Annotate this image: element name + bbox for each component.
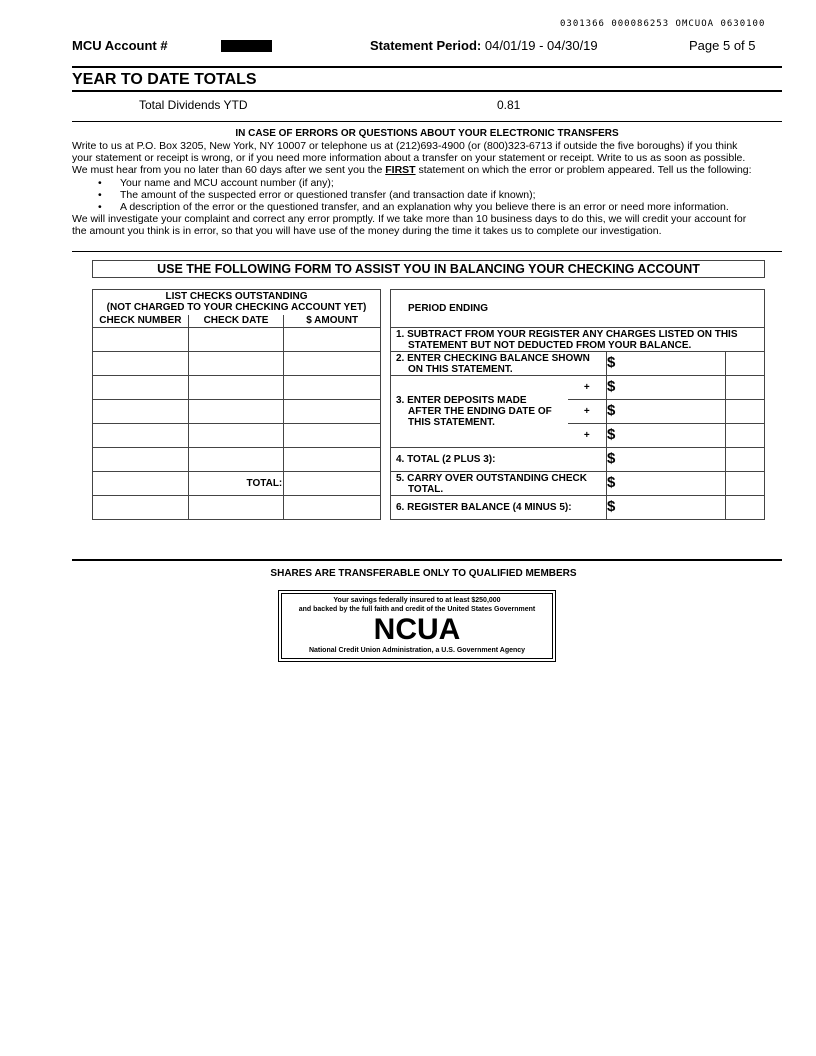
header-divider — [72, 66, 782, 68]
deposit-amount-2[interactable] — [607, 400, 726, 424]
shares-notice: SHARES ARE TRANSFERABLE ONLY TO QUALIFIED MEMBERS — [270, 568, 577, 579]
col-check-date: CHECK DATE — [188, 315, 284, 328]
check-date-cell[interactable] — [188, 400, 284, 424]
check-amount-cell[interactable] — [284, 448, 381, 472]
bullet-item-2 — [72, 189, 792, 201]
check-amount-cell[interactable] — [284, 424, 381, 448]
check-date-cell[interactable] — [188, 376, 284, 400]
check-date-cell[interactable] — [188, 328, 284, 352]
step-2 — [391, 352, 607, 376]
account-label: MCU Account # — [72, 38, 168, 53]
step-5 — [391, 472, 607, 496]
period-label: Statement Period: — [370, 38, 482, 53]
step-2-line-1: 2. ENTER CHECKING BALANCE SHOWN — [396, 352, 590, 364]
total-label: TOTAL: — [188, 472, 284, 496]
check-amount-cell[interactable] — [284, 376, 381, 400]
check-date-cell[interactable] — [188, 424, 284, 448]
checks-outstanding-subtitle: (NOT CHARGED TO YOUR CHECKING ACCOUNT YET) — [106, 302, 367, 314]
dollar-sign: $ — [607, 354, 616, 371]
step-4-amount[interactable] — [607, 448, 726, 472]
dollar-sign: $ — [607, 378, 616, 395]
dollar-sign: $ — [607, 474, 616, 491]
check-date-cell[interactable] — [188, 352, 284, 376]
ncua-backed-line: and backed by the full faith and credit of the United States Government — [298, 606, 536, 613]
check-amount-cell[interactable] — [284, 328, 381, 352]
step-2-amount[interactable] — [607, 352, 726, 376]
dollar-sign: $ — [607, 402, 616, 419]
deposit-amount-3[interactable] — [607, 424, 726, 448]
errors-line-2: your statement or receipt is wrong, or if you need more information about a transfer on your statement or receipt. Write to us as soon as possible. — [72, 152, 746, 165]
ytd-dividends-value: 0.81 — [497, 98, 521, 112]
total-amount-cell[interactable] — [284, 472, 381, 496]
errors-first: FIRST — [385, 164, 416, 177]
check-number-cell[interactable] — [93, 352, 189, 376]
bullet-item-1 — [72, 177, 792, 189]
step-6-cents[interactable] — [726, 496, 765, 520]
col-amount: $ AMOUNT — [284, 315, 381, 328]
errors-title: IN CASE OF ERRORS OR QUESTIONS ABOUT YOUR ELECTRONIC TRANSFERS — [235, 128, 619, 139]
ncua-insured-line: Your savings federally insured to at least $250,000 — [333, 597, 501, 604]
step-6-amount[interactable] — [607, 496, 726, 520]
step-5-amount[interactable] — [607, 472, 726, 496]
step-4-cents[interactable] — [726, 448, 765, 472]
step-5-cents[interactable] — [726, 472, 765, 496]
step-3-line-2: AFTER THE ENDING DATE OF — [408, 406, 552, 417]
col-check-number: CHECK NUMBER — [93, 315, 189, 328]
step-1-line-2: STATEMENT BUT NOT DEDUCTED FROM YOUR BALANCE. — [408, 339, 692, 351]
form-bottom-divider — [72, 559, 782, 561]
balancing-form-title: USE THE FOLLOWING FORM TO ASSIST YOU IN BALANCING YOUR CHECKING ACCOUNT — [92, 260, 765, 278]
step-6: 6. REGISTER BALANCE (4 MINUS 5): — [391, 496, 607, 520]
ytd-bottom-divider — [72, 121, 782, 122]
bullet-text: A description of the error or the questioned transfer, and an explanation why you believe there is an error or need more information. — [120, 201, 729, 214]
bullet-text: Your name and MCU account number (if any); — [120, 176, 334, 189]
statement-period — [370, 38, 598, 53]
step-5-line-2: TOTAL. — [408, 483, 444, 495]
ytd-dividends-label: Total Dividends YTD — [139, 98, 248, 112]
check-date-cell[interactable] — [188, 448, 284, 472]
dollar-sign: $ — [607, 426, 616, 443]
step-2-cents[interactable] — [726, 352, 765, 376]
plus-sign: + — [568, 376, 607, 400]
check-number-cell[interactable] — [93, 328, 189, 352]
deposit-cents-3[interactable] — [726, 424, 765, 448]
errors-line-1: Write to us at P.O. Box 3205, New York, NY 10007 or telephone us at (212)693-4900 (or (800)323-6713 if outside the five boroughs) if you think — [72, 140, 738, 152]
bullet-item-3 — [72, 201, 792, 213]
checks-outstanding-title: LIST CHECKS OUTSTANDING — [165, 291, 308, 303]
ytd-title: YEAR TO DATE TOTALS — [72, 71, 257, 88]
step-4: 4. TOTAL (2 PLUS 3): — [391, 448, 607, 472]
deposit-cents-2[interactable] — [726, 400, 765, 424]
errors-line-3b: statement on which the error or problem appeared. Tell us the following: — [415, 164, 752, 177]
bullet-icon: • — [98, 188, 102, 201]
checks-outstanding-table — [92, 289, 381, 520]
step-5-line-1: 5. CARRY OVER OUTSTANDING CHECK — [396, 472, 587, 484]
dollar-sign: $ — [607, 450, 616, 467]
ncua-logo: NCUA — [373, 613, 461, 646]
check-number-cell[interactable] — [93, 472, 189, 496]
balancing-steps-table — [390, 289, 765, 520]
check-amount-cell[interactable] — [284, 352, 381, 376]
ncua-inner-border — [281, 593, 553, 659]
check-date-cell[interactable] — [188, 496, 284, 520]
step-3 — [391, 376, 568, 448]
period-ending-label: PERIOD ENDING — [391, 290, 765, 328]
check-number-cell[interactable] — [93, 400, 189, 424]
step-1 — [391, 328, 765, 352]
deposit-amount-1[interactable] — [607, 376, 726, 400]
bullet-icon: • — [98, 201, 102, 214]
check-number-cell[interactable] — [93, 448, 189, 472]
check-amount-cell[interactable] — [284, 400, 381, 424]
step-3-line-1: 3. ENTER DEPOSITS MADE — [396, 395, 527, 406]
bullet-text: The amount of the suspected error or questioned transfer (and transaction date if known); — [120, 188, 536, 201]
plus-sign: + — [568, 400, 607, 424]
period-value: 04/01/19 - 04/30/19 — [484, 38, 598, 53]
bullet-icon: • — [98, 176, 102, 189]
page-number: Page 5 of 5 — [689, 38, 756, 53]
dollar-sign: $ — [607, 498, 616, 515]
ncua-insurance-box — [278, 590, 556, 662]
errors-line-5: the amount you think is in error, so that you will have use of the money during the time it takes us to complete our investigation. — [72, 225, 662, 238]
checks-outstanding-header — [93, 290, 381, 315]
step-2-line-2: ON THIS STATEMENT. — [408, 363, 513, 375]
check-amount-cell[interactable] — [284, 496, 381, 520]
errors-line-3 — [72, 164, 792, 176]
ytd-divider — [72, 90, 782, 92]
ncua-agency-line: National Credit Union Administration, a U.S. Government Agency — [308, 647, 526, 654]
errors-text — [72, 140, 792, 238]
errors-bottom-divider — [72, 251, 782, 252]
step-1-line-1: 1. SUBTRACT FROM YOUR REGISTER ANY CHARGES LISTED ON THIS — [396, 328, 738, 340]
statement-code: 0301366 000086253 OMCUOA 0630100 — [560, 19, 766, 29]
plus-sign: + — [568, 424, 607, 448]
deposit-cents-1[interactable] — [726, 376, 765, 400]
errors-line-3a: We must hear from you no later than 60 days after we sent you the — [72, 164, 386, 177]
check-number-cell[interactable] — [93, 496, 189, 520]
redacted-account-number — [221, 40, 272, 52]
check-number-cell[interactable] — [93, 424, 189, 448]
step-3-line-3: THIS STATEMENT. — [408, 417, 495, 428]
errors-line-4: We will investigate your complaint and correct any error promptly. If we take more than 10 business days to do this, we will credit your account for — [72, 213, 747, 226]
check-number-cell[interactable] — [93, 376, 189, 400]
